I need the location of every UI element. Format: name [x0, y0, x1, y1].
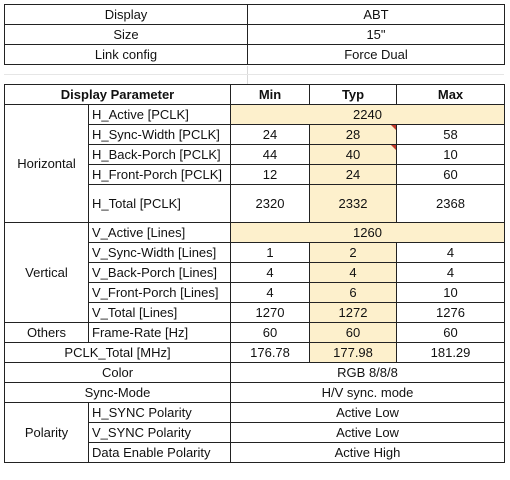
table-row [5, 105, 505, 125]
cell-typ-text: 40 [345, 147, 361, 162]
cell-min[interactable]: 176.78 [231, 343, 310, 363]
summary-label[interactable]: Size [5, 25, 248, 45]
cell-max[interactable]: 10 [397, 145, 505, 165]
param-name[interactable]: V_SYNC Polarity [89, 423, 231, 443]
row-divider [4, 74, 504, 75]
cell-typ[interactable]: 2332 [310, 185, 397, 223]
summary-value[interactable]: 15" [248, 25, 505, 45]
header-typ[interactable]: Typ [310, 85, 397, 105]
table-row [5, 403, 505, 423]
comment-marker-icon[interactable] [391, 125, 396, 130]
table-row [5, 5, 505, 25]
polarity-value[interactable]: Active Low [231, 423, 505, 443]
cell-min[interactable]: 44 [231, 145, 310, 165]
param-name[interactable]: V_Front-Porch [Lines] [89, 283, 231, 303]
polarity-value[interactable]: Active Low [231, 403, 505, 423]
table-row [5, 343, 505, 363]
cell-typ[interactable]: 4 [310, 263, 397, 283]
param-name[interactable]: H_Active [PCLK] [89, 105, 231, 125]
table-row [5, 323, 505, 343]
param-name[interactable]: V_Total [Lines] [89, 303, 231, 323]
summary-label[interactable]: Link config [5, 45, 248, 65]
cell-typ[interactable]: 6 [310, 283, 397, 303]
param-name-pclk[interactable]: PCLK_Total [MHz] [5, 343, 231, 363]
summary-value[interactable]: ABT [248, 5, 505, 25]
group-polarity[interactable]: Polarity [5, 403, 89, 463]
header-row [5, 85, 505, 105]
cell-typ[interactable] [310, 125, 397, 145]
param-name[interactable]: H_Back-Porch [PCLK] [89, 145, 231, 165]
cell-typ[interactable]: 24 [310, 165, 397, 185]
cell-typ[interactable] [310, 145, 397, 165]
timing-table [4, 84, 505, 463]
cell-min[interactable]: 24 [231, 125, 310, 145]
param-name[interactable]: H_Total [PCLK] [89, 185, 231, 223]
cell-max[interactable]: 4 [397, 243, 505, 263]
cell-max[interactable]: 1276 [397, 303, 505, 323]
header-min[interactable]: Min [231, 85, 310, 105]
group-vertical[interactable]: Vertical [5, 223, 89, 323]
table-row [5, 363, 505, 383]
cell-max[interactable]: 60 [397, 323, 505, 343]
color-value[interactable]: RGB 8/8/8 [231, 363, 505, 383]
comment-marker-icon[interactable] [391, 145, 396, 150]
table-row [5, 223, 505, 243]
cell-max[interactable]: 58 [397, 125, 505, 145]
param-name[interactable]: V_Active [Lines] [89, 223, 231, 243]
param-name[interactable]: Data Enable Polarity [89, 443, 231, 463]
cell-typ[interactable]: 177.98 [310, 343, 397, 363]
cell-typ[interactable]: 60 [310, 323, 397, 343]
cell-min[interactable]: 1270 [231, 303, 310, 323]
group-horizontal[interactable]: Horizontal [5, 105, 89, 223]
param-name[interactable]: Frame-Rate [Hz] [89, 323, 231, 343]
cell-typ-text: 28 [345, 127, 361, 142]
header-display-parameter[interactable]: Display Parameter [5, 85, 231, 105]
sync-mode-label[interactable]: Sync-Mode [5, 383, 231, 403]
param-name[interactable]: V_Sync-Width [Lines] [89, 243, 231, 263]
cell-max[interactable]: 181.29 [397, 343, 505, 363]
polarity-value[interactable]: Active High [231, 443, 505, 463]
color-label[interactable]: Color [5, 363, 231, 383]
merged-value[interactable]: 1260 [231, 223, 505, 243]
table-row [5, 383, 505, 403]
cell-min[interactable]: 4 [231, 263, 310, 283]
column-divider [247, 66, 248, 84]
cell-min[interactable]: 2320 [231, 185, 310, 223]
table-row [5, 45, 505, 65]
header-max[interactable]: Max [397, 85, 505, 105]
cell-max[interactable]: 2368 [397, 185, 505, 223]
cell-min[interactable]: 12 [231, 165, 310, 185]
param-name[interactable]: H_Sync-Width [PCLK] [89, 125, 231, 145]
cell-min[interactable]: 1 [231, 243, 310, 263]
cell-typ[interactable]: 1272 [310, 303, 397, 323]
cell-min[interactable]: 60 [231, 323, 310, 343]
cell-max[interactable]: 4 [397, 263, 505, 283]
summary-table [4, 4, 505, 65]
group-others[interactable]: Others [5, 323, 89, 343]
cell-typ[interactable]: 2 [310, 243, 397, 263]
sync-mode-value[interactable]: H/V sync. mode [231, 383, 505, 403]
summary-label[interactable]: Display [5, 5, 248, 25]
param-name[interactable]: H_SYNC Polarity [89, 403, 231, 423]
table-row [5, 25, 505, 45]
cell-max[interactable]: 10 [397, 283, 505, 303]
merged-value[interactable]: 2240 [231, 105, 505, 125]
param-name[interactable]: V_Back-Porch [Lines] [89, 263, 231, 283]
summary-value[interactable]: Force Dual [248, 45, 505, 65]
param-name[interactable]: H_Front-Porch [PCLK] [89, 165, 231, 185]
cell-min[interactable]: 4 [231, 283, 310, 303]
cell-max[interactable]: 60 [397, 165, 505, 185]
